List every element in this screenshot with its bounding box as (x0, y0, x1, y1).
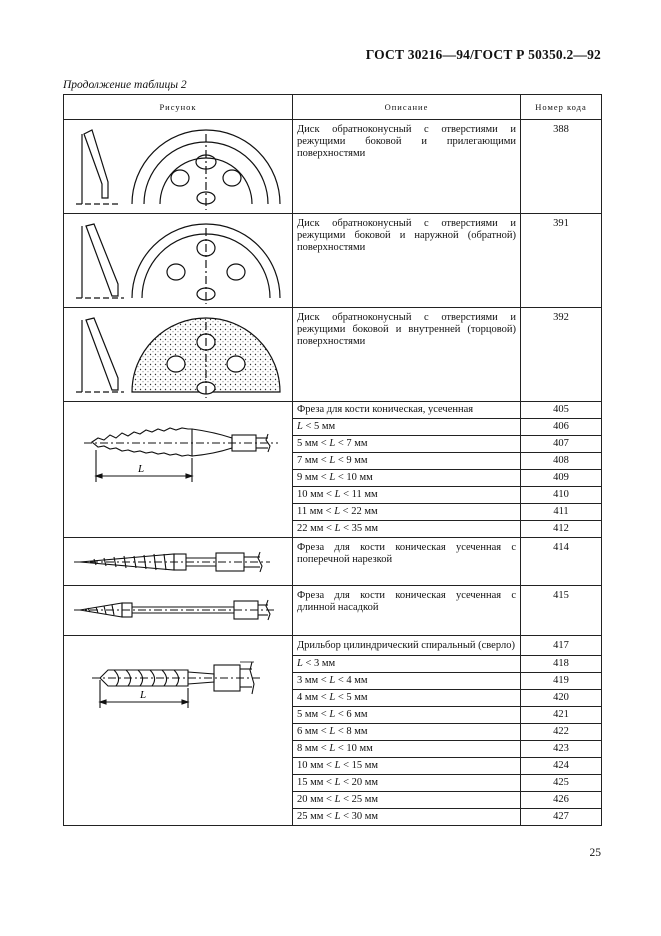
size-range: 11 мм < L < 22 мм (293, 504, 521, 521)
drill-drawing-icon (64, 636, 293, 824)
row-code: 421 (521, 707, 602, 724)
figure-disc-388 (64, 120, 293, 214)
size-range: 25 мм < L < 30 мм (293, 809, 521, 826)
row-code: 426 (521, 792, 602, 809)
disc-drawing-icon (64, 214, 293, 307)
row-code: 409 (521, 470, 602, 487)
row-code: 427 (521, 809, 602, 826)
row-code: 406 (521, 419, 602, 436)
mill-crosscut-drawing-icon (64, 538, 293, 585)
table-row (64, 214, 602, 308)
size-range: 10 мм < L < 15 мм (293, 758, 521, 775)
mill-drawing-icon (64, 402, 293, 530)
dimension-label: L (140, 689, 147, 701)
row-description: Фреза для кости коническая усеченная с поперечной нарезкой (293, 538, 521, 586)
size-range: 5 мм < L < 7 мм (293, 436, 521, 453)
size-range: 15 мм < L < 20 мм (293, 775, 521, 792)
row-description: Диск обратноконусный с отверстиями и режущими боковой и прилегающими поверхностями (293, 120, 521, 214)
row-code: 424 (521, 758, 602, 775)
size-range: 4 мм < L < 5 мм (293, 690, 521, 707)
size-range: 5 мм < L < 6 мм (293, 707, 521, 724)
row-description: Фреза для кости коническая усеченная с длинной насадкой (293, 586, 521, 636)
disc-drawing-icon (64, 308, 293, 401)
row-code: 425 (521, 775, 602, 792)
size-range: L < 5 мм (293, 419, 521, 436)
figure-mill-414 (64, 538, 293, 586)
row-code: 417 (521, 636, 602, 656)
instruments-table (63, 94, 602, 826)
row-description: Диск обратноконусный с отверстиями и режущими боковой и внутренней (торцовой) поверхностями (293, 308, 521, 402)
table-row (64, 120, 602, 214)
row-code: 415 (521, 586, 602, 636)
size-range: 22 мм < L < 35 мм (293, 521, 521, 538)
mill-long-shank-drawing-icon (64, 586, 293, 635)
table-row (64, 538, 602, 586)
table-caption: Продолжение таблицы 2 (63, 79, 187, 91)
figure-disc-392 (64, 308, 293, 402)
row-code: 408 (521, 453, 602, 470)
row-code: 418 (521, 656, 602, 673)
col-header-description: Описание (293, 95, 521, 120)
size-range: 6 мм < L < 8 мм (293, 724, 521, 741)
size-range: 7 мм < L < 9 мм (293, 453, 521, 470)
row-code: 391 (521, 214, 602, 308)
document-header: ГОСТ 30216—94/ГОСТ Р 50350.2—92 (365, 47, 601, 62)
row-code: 412 (521, 521, 602, 538)
row-code: 410 (521, 487, 602, 504)
row-code: 411 (521, 504, 602, 521)
figure-mill-405 (64, 402, 293, 538)
table-row (64, 308, 602, 402)
col-header-code: Номер кода (521, 95, 602, 120)
page-number: 25 (589, 847, 601, 859)
dimension-label: L (138, 463, 145, 475)
row-code: 419 (521, 673, 602, 690)
row-code: 422 (521, 724, 602, 741)
disc-drawing-icon (64, 120, 293, 213)
row-code: 388 (521, 120, 602, 214)
table-row (64, 402, 602, 419)
size-range: 9 мм < L < 10 мм (293, 470, 521, 487)
figure-drill-417 (64, 636, 293, 826)
figure-mill-415 (64, 586, 293, 636)
row-description: Дрильбор цилиндрический спиральный (сверло) (293, 636, 521, 656)
row-code: 420 (521, 690, 602, 707)
figure-disc-391 (64, 214, 293, 308)
table-row (64, 586, 602, 636)
row-code: 407 (521, 436, 602, 453)
table-header-row (64, 95, 602, 120)
row-code: 392 (521, 308, 602, 402)
size-range: 10 мм < L < 11 мм (293, 487, 521, 504)
row-code: 405 (521, 402, 602, 419)
row-code: 423 (521, 741, 602, 758)
row-description: Диск обратноконусный с отверстиями и режущими боковой и наружной (обратной) поверхностями (293, 214, 521, 308)
size-range: 3 мм < L < 4 мм (293, 673, 521, 690)
table-row (64, 636, 602, 656)
size-range: L < 3 мм (293, 656, 521, 673)
row-description: Фреза для кости коническая, усеченная (293, 402, 521, 419)
size-range: 8 мм < L < 10 мм (293, 741, 521, 758)
col-header-figure: Рисунок (64, 95, 293, 120)
row-code: 414 (521, 538, 602, 586)
size-range: 20 мм < L < 25 мм (293, 792, 521, 809)
